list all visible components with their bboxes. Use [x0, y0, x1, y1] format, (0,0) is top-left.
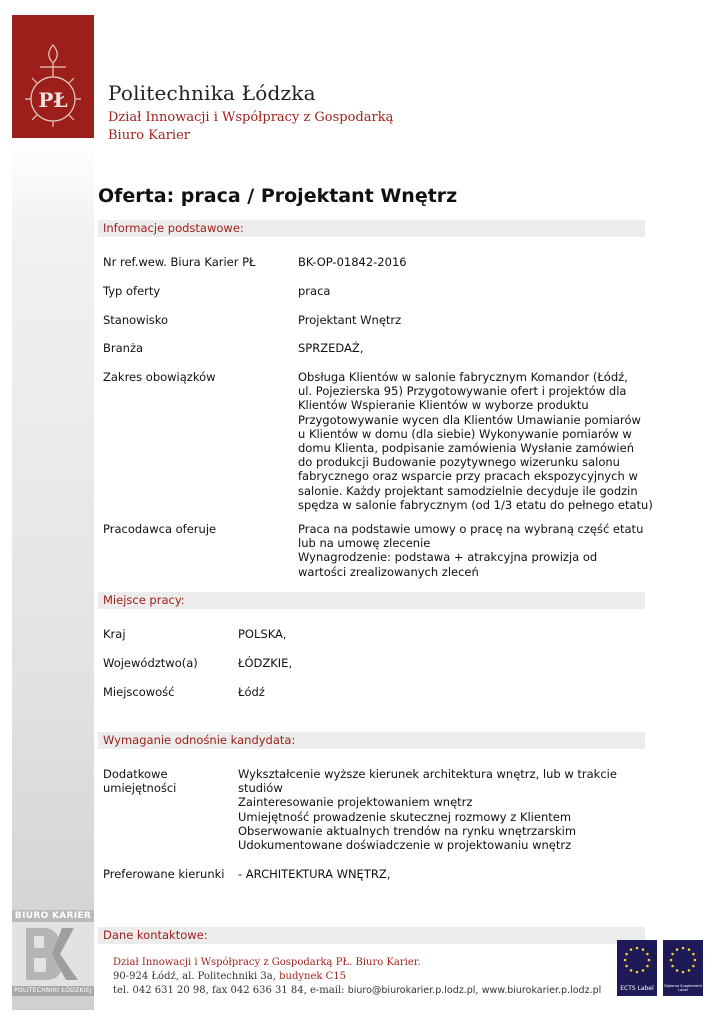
label-industry: Branża	[103, 341, 144, 355]
text-line: domu Klienta, podpisanie zamówienia Wysłanie zamówień	[298, 441, 634, 456]
value-industry: SPRZEDAŻ,	[298, 341, 364, 355]
footer-address	[113, 971, 346, 982]
institution-name: Politechnika Łódzka	[108, 81, 316, 105]
page-title: Oferta: praca / Projektant Wnętrz	[98, 185, 458, 207]
logo-emblem-icon	[12, 15, 94, 138]
diploma-supplement-badge	[663, 940, 703, 996]
university-logo	[12, 15, 94, 138]
label-ref-number: Nr ref.wew. Biura Karier PŁ	[103, 255, 256, 269]
career-office-logo-bottom: POLITECHNIKI ŁÓDZKIEJ	[12, 986, 94, 996]
career-office-logo-top: BIURO KARIER	[12, 910, 94, 922]
text-line: Wynagrodzenie: podstawa + atrakcyjna prowizja od	[298, 550, 598, 565]
career-office-logo	[12, 910, 94, 996]
label-offer-type: Typ oferty	[103, 284, 161, 298]
office-name: Biuro Karier	[108, 128, 190, 143]
logo-letters: PŁ	[38, 88, 68, 112]
section-header-workplace: Miejsce pracy:	[98, 592, 645, 609]
text-line: Praca na podstawie umowy o pracę na wybraną część etatu	[298, 522, 644, 536]
department-name: Dział Innowacji i Współpracy z Gospodarką	[108, 110, 394, 125]
left-decorative-strip	[12, 140, 94, 1010]
footer-email-link[interactable]: biuro@biurokarier.p.lodz.pl	[347, 985, 476, 996]
label-preferred-fields: Preferowane kierunki	[103, 867, 225, 881]
text-line: studiów	[238, 781, 283, 796]
value-preferred-fields: - ARCHITEKTURA WNĘTRZ,	[238, 867, 391, 881]
value-additional-skills	[238, 767, 617, 852]
text-line: Udokumentowane doświadczenie w projektowaniu wnętrz	[238, 838, 572, 853]
eu-stars-icon	[663, 940, 703, 980]
value-voivodeship: ŁÓDZKIE,	[238, 656, 293, 670]
text-line: Dodatkowe	[103, 767, 168, 781]
text-line: do produkcji Budowanie pozytywnego wizerunku salonu	[298, 455, 620, 470]
text-line: Klientów Wspieranie Klientów w wyborze produktu	[298, 398, 589, 413]
label-city: Miejscowość	[103, 685, 175, 699]
text-line: Przygotowywanie wycen dla Klientów Umawianie pomiarów	[298, 412, 641, 427]
label-position: Stanowisko	[103, 313, 169, 327]
label-country: Kraj	[103, 627, 126, 641]
text-line: lub na umowę zlecenie	[298, 536, 431, 551]
label-voivodeship: Województwo(a)	[103, 656, 198, 670]
text-line: fabrycznego oraz wsparcie przy pracach ekspozycyjnych w	[298, 469, 638, 484]
text-line: Wykształcenie wyższe kierunek architektura wnętrz, lub w trakcie	[238, 767, 617, 781]
bk-monogram-icon	[12, 922, 94, 986]
text-line: Obsługa Klientów w salonie fabrycznym Komandor (Łódź,	[298, 370, 628, 384]
footer-separator: ,	[475, 985, 482, 996]
section-header-basic-info: Informacje podstawowe:	[98, 220, 645, 237]
label-additional-skills	[103, 767, 176, 795]
text-line: salonie. Każdy projektant samodzielnie decyduje ile godzin	[298, 483, 638, 498]
footer-phone-fax: tel. 042 631 20 98, fax 042 636 31 84, e-mail:	[113, 985, 348, 996]
section-header-contact: Dane kontaktowe:	[98, 927, 645, 944]
footer-contact	[113, 985, 601, 996]
value-position: Projektant Wnętrz	[298, 313, 402, 327]
text-line: Zainteresowanie projektowaniem wnętrz	[238, 795, 473, 810]
label-responsibilities: Zakres obowiązków	[103, 370, 216, 384]
ects-label-caption: ECTS Label	[620, 985, 654, 992]
footer-address-building: budynek C15	[279, 971, 346, 982]
label-employer-offers: Pracodawca oferuje	[103, 522, 217, 536]
text-line: Umiejętność prowadzenie skutecznej rozmowy z Klientem	[238, 809, 572, 824]
footer-website-link[interactable]: www.biurokarier.p.lodz.pl	[481, 985, 602, 996]
footer-address-street: 90-924 Łódź, al. Politechniki 3a,	[113, 971, 280, 982]
eu-stars-icon	[617, 940, 657, 980]
section-header-requirements: Wymaganie odnośnie kandydata:	[98, 732, 645, 749]
text-line: u Klientów w domu (dla siebie) Wykonywanie pomiarów w	[298, 426, 632, 441]
value-country: POLSKA,	[238, 627, 287, 641]
footer-organization: Dział Innowacji i Współpracy z Gospodarką PŁ. Biuro Karier.	[113, 957, 421, 968]
value-ref-number: BK-OP-01842-2016	[298, 255, 407, 269]
value-city: Łódź	[238, 685, 265, 699]
text-line: ul. Pojezierska 95) Przygotowywanie ofert i projektów dla	[298, 384, 627, 399]
value-offer-type: praca	[298, 284, 331, 298]
value-responsibilities	[298, 370, 653, 512]
text-line: umiejętności	[103, 781, 177, 796]
text-line: Obserwowanie aktualnych trendów na rynku wnętrzarskim	[238, 823, 577, 838]
ects-label-badge	[617, 940, 657, 996]
diploma-supplement-caption: Diploma Supplement Label	[664, 984, 702, 992]
text-line: spędza w salonie fabrycznym (od 1/3 etatu do pełnego etatu)	[298, 497, 653, 512]
value-employer-offers	[298, 522, 643, 579]
text-line: wartości zrealizowanych zleceń	[298, 564, 479, 579]
